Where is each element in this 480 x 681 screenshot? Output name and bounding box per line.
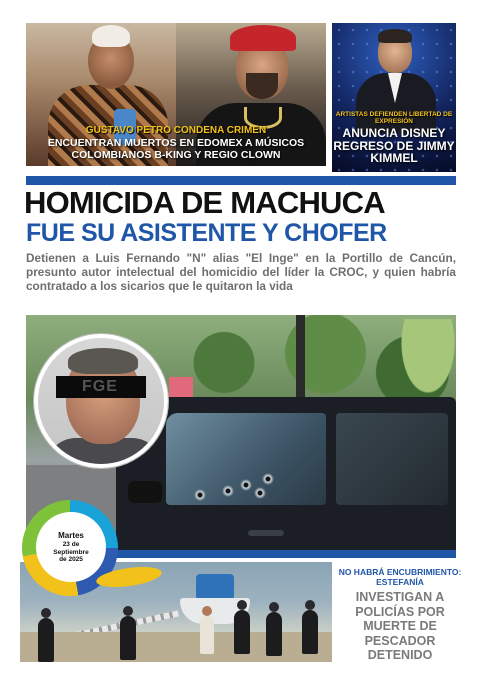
boat-canopy: [196, 574, 234, 600]
date-day: Martes: [58, 531, 84, 541]
suspect-hair: [68, 348, 138, 374]
palm-tree: [398, 319, 456, 399]
bullet-hole-icon: [254, 487, 266, 499]
person-right-cap: [230, 25, 296, 51]
shore: [20, 632, 332, 662]
police-officer: [266, 612, 282, 656]
light-pole: [296, 315, 305, 400]
police-officer: [302, 610, 318, 654]
civilian: [200, 616, 214, 654]
main-subheadline[interactable]: FUE SU ASISTENTE Y CHOFER: [26, 219, 387, 247]
top-right-kicker: ARTISTAS DEFIENDEN LIBERTAD DE EXPRESIÓN: [335, 111, 453, 125]
police-officer: [120, 616, 136, 660]
main-headline[interactable]: HOMICIDA DE MACHUCA: [24, 185, 385, 220]
bullet-hole-icon: [240, 479, 252, 491]
police-officer: [38, 618, 54, 662]
section-divider: [26, 176, 456, 185]
truck-front-window: [166, 413, 326, 505]
bottom-right-headline[interactable]: INVESTIGAN A POLICÍAS POR MUERTE DE PESCADOR DETENIDO: [355, 590, 445, 662]
date-full: 23 de Septiembre de 2025: [53, 541, 89, 564]
top-right-headline[interactable]: ANUNCIA DISNEY REGRESO DE JIMMY KIMMEL: [333, 126, 455, 165]
host-hair: [378, 29, 412, 43]
bullet-hole-icon: [262, 473, 274, 485]
police-officer: [234, 610, 250, 654]
top-left-headline[interactable]: ENCUENTRAN MUERTOS EN EDOMEX A MÚSICOS COLOMBIANOS B-KING Y REGIO CLOWN: [47, 137, 305, 161]
side-mirror: [128, 481, 162, 503]
bullet-hole-icon: [222, 485, 234, 497]
top-right-story[interactable]: [332, 23, 456, 172]
truck-rear-window: [336, 413, 448, 505]
main-lede: Detienen a Luis Fernando "N" alias "El Inge" en la Portillo de Cancún, presunto autor intelectual del homicidio del líder la CROC, y quien habría contratado a los sicarios que le quitaron la vida: [26, 251, 456, 293]
top-left-kicker: GUSTAVO PETRO CONDENA CRIMEN: [85, 125, 267, 136]
door-handle: [248, 530, 284, 536]
person-left-hair: [92, 25, 130, 47]
person-right-beard: [246, 73, 278, 99]
suspect-mugshot: [34, 334, 168, 468]
bullet-hole-icon: [194, 489, 206, 501]
mugshot-watermark: FGE: [82, 378, 118, 395]
date-badge: [36, 512, 106, 582]
top-left-story[interactable]: [26, 23, 326, 166]
bottom-right-kicker: NO HABRÁ ENCUBRIMIENTO: ESTEFANÍA: [338, 567, 462, 587]
